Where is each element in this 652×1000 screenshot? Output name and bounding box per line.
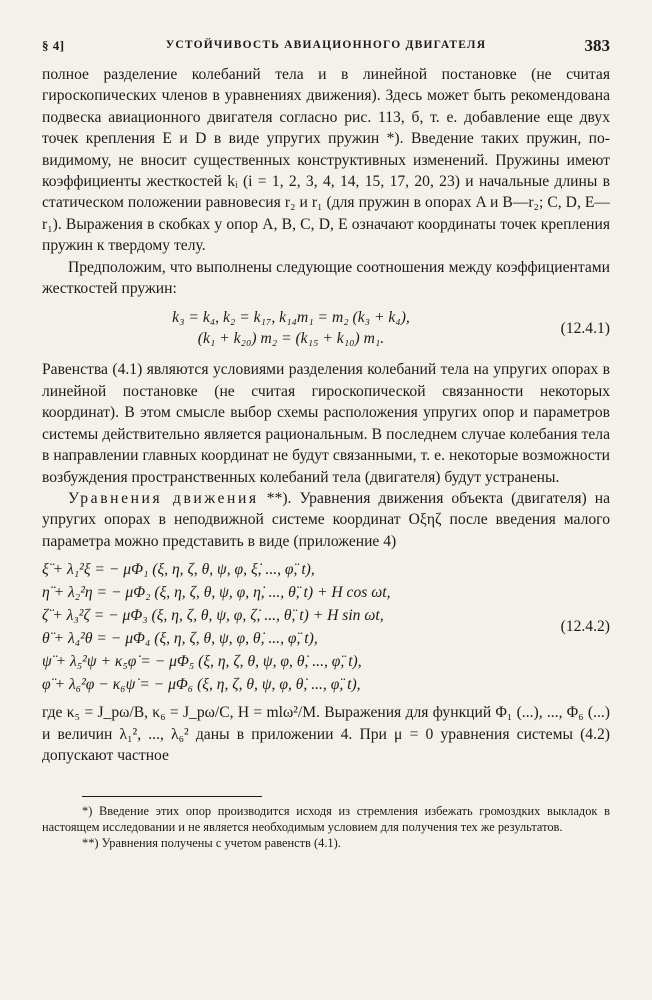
footnotes <box>42 803 610 851</box>
equation-number: (12.4.1) <box>560 320 610 338</box>
footnote-1: *) Введение этих опор производится исходя из стремления избежать громоздких выкладок в настоящем исследовании и не является необходимым условием для получения тех же результатов. <box>42 804 610 835</box>
spaced-heading: Уравнения движения <box>68 489 259 507</box>
equation-line-1: k₃ = k₄, k₂ = k₁₇, k₁₄m₁ = m₂ (k₃ + k₄), <box>172 309 410 327</box>
paragraph-3: Равенства (4.1) являются условиями разделения колебаний тела на упругих опорах в линейной постановке (не считая гироскопической связанности некоторых координат). В этом смысле выбор схемы расположения упругих опор и параметров системы действительно является рациональным. В последнем случае колебания тела в направлении главных координат не будут связанными, т. е. некоторые возможности возбуждения пространственных колебаний тела (двигателя) будут устранены. <box>42 361 610 486</box>
page-number: 383 <box>584 36 610 55</box>
equation-line-2: (k₁ + k₂₀) m₂ = (k₁₅ + k₁₀) m₁. <box>197 330 385 348</box>
footnote-divider <box>82 796 262 797</box>
system-equation-3: ζ̈ + λ₃²ζ = − μΦ₃ (ξ, η, ζ, θ, ψ, φ, ζ̇, ..., θ̈, t) + H sin ωt, <box>42 607 384 625</box>
running-title: УСТОЙЧИВОСТЬ АВИАЦИОННОГО ДВИГАТЕЛЯ <box>165 39 487 51</box>
footnote-2: **) Уравнения получены с учетом равенств (4.1). <box>82 836 341 851</box>
system-equation-1: ξ̈ + λ₁²ξ = − μΦ₁ (ξ, η, ζ, θ, ψ, φ, ξ̇, ..., φ̈, t), <box>42 561 315 579</box>
paragraph-4 <box>42 488 610 552</box>
equation-system-12-4-2 <box>42 558 610 696</box>
section-marker: § 4] <box>42 38 65 53</box>
main-text <box>42 64 610 766</box>
system-equation-6: φ̈ + λ₆²φ − κ₆ψ̇ = − μΦ₆ (ξ, η, ζ, θ, ψ, φ, θ̇, ..., φ̈, t), <box>42 676 361 694</box>
system-equation-number: (12.4.2) <box>560 618 610 636</box>
paragraph-2: Предположим, что выполнены следующие соотношения между коэффициентами жесткостей пружин: <box>42 258 610 298</box>
paragraph-4-text: **). Уравнения движения объекта (двигателя) на упругих опорах в неподвижной системе координат Oξηζ после введения малого параметра можно представить в виде (приложение 4) <box>42 489 611 550</box>
equation-12-4-1 <box>42 307 610 349</box>
book-page <box>42 38 610 851</box>
page-header <box>42 38 610 64</box>
paragraph-1: полное разделение колебаний тела и в линейной постановке (не считая гироскопических членов в уравнениях движения). Здесь может быть рекомендована подвеска авиационного двигателя согласно рис. 113, б, т. е. добавление еще двух точек крепления E и D в виде упругих пружин *). Введение таких пружин, по-видимому, не вносит существенных конструктивных изменений. Пружины имеют коэффициенты жесткостей kᵢ (i = 1, 2, 3, 4, 14, 15, 17, 20, 23) и начальные длины в статическом положении равновесия r₂ и r₁ (для пружин в опорах A и B—r₂; C, D, E—r₁). Выражения в скобках у опор A, B, C, D, E означают координаты точек крепления пружин к твердому телу. <box>42 66 610 255</box>
paragraph-5: где κ₅ = J_pω/B, κ₆ = J_pω/C, H = mlω²/M. Выражения для функций Φ₁ (...), ..., Φ₆ (...) и величин λ₁², ..., λ₆² даны в приложении 4. При μ = 0 уравнения системы (4.2) допускают частное <box>42 704 610 764</box>
system-equation-5: ψ̈ + λ₅²ψ + κ₅φ̇ = − μΦ₅ (ξ, η, ζ, θ, ψ, φ, θ̇, ..., φ̈, t), <box>42 653 362 671</box>
system-equation-4: θ̈ + λ₄²θ = − μΦ₄ (ξ, η, ζ, θ, ψ, φ, θ̇, ..., φ̈, t), <box>42 630 318 648</box>
system-equation-2: η̈ + λ₂²η = − μΦ₂ (ξ, η, ζ, θ, ψ, φ, η̇, ..., θ̈, t) + H cos ωt, <box>42 584 391 602</box>
